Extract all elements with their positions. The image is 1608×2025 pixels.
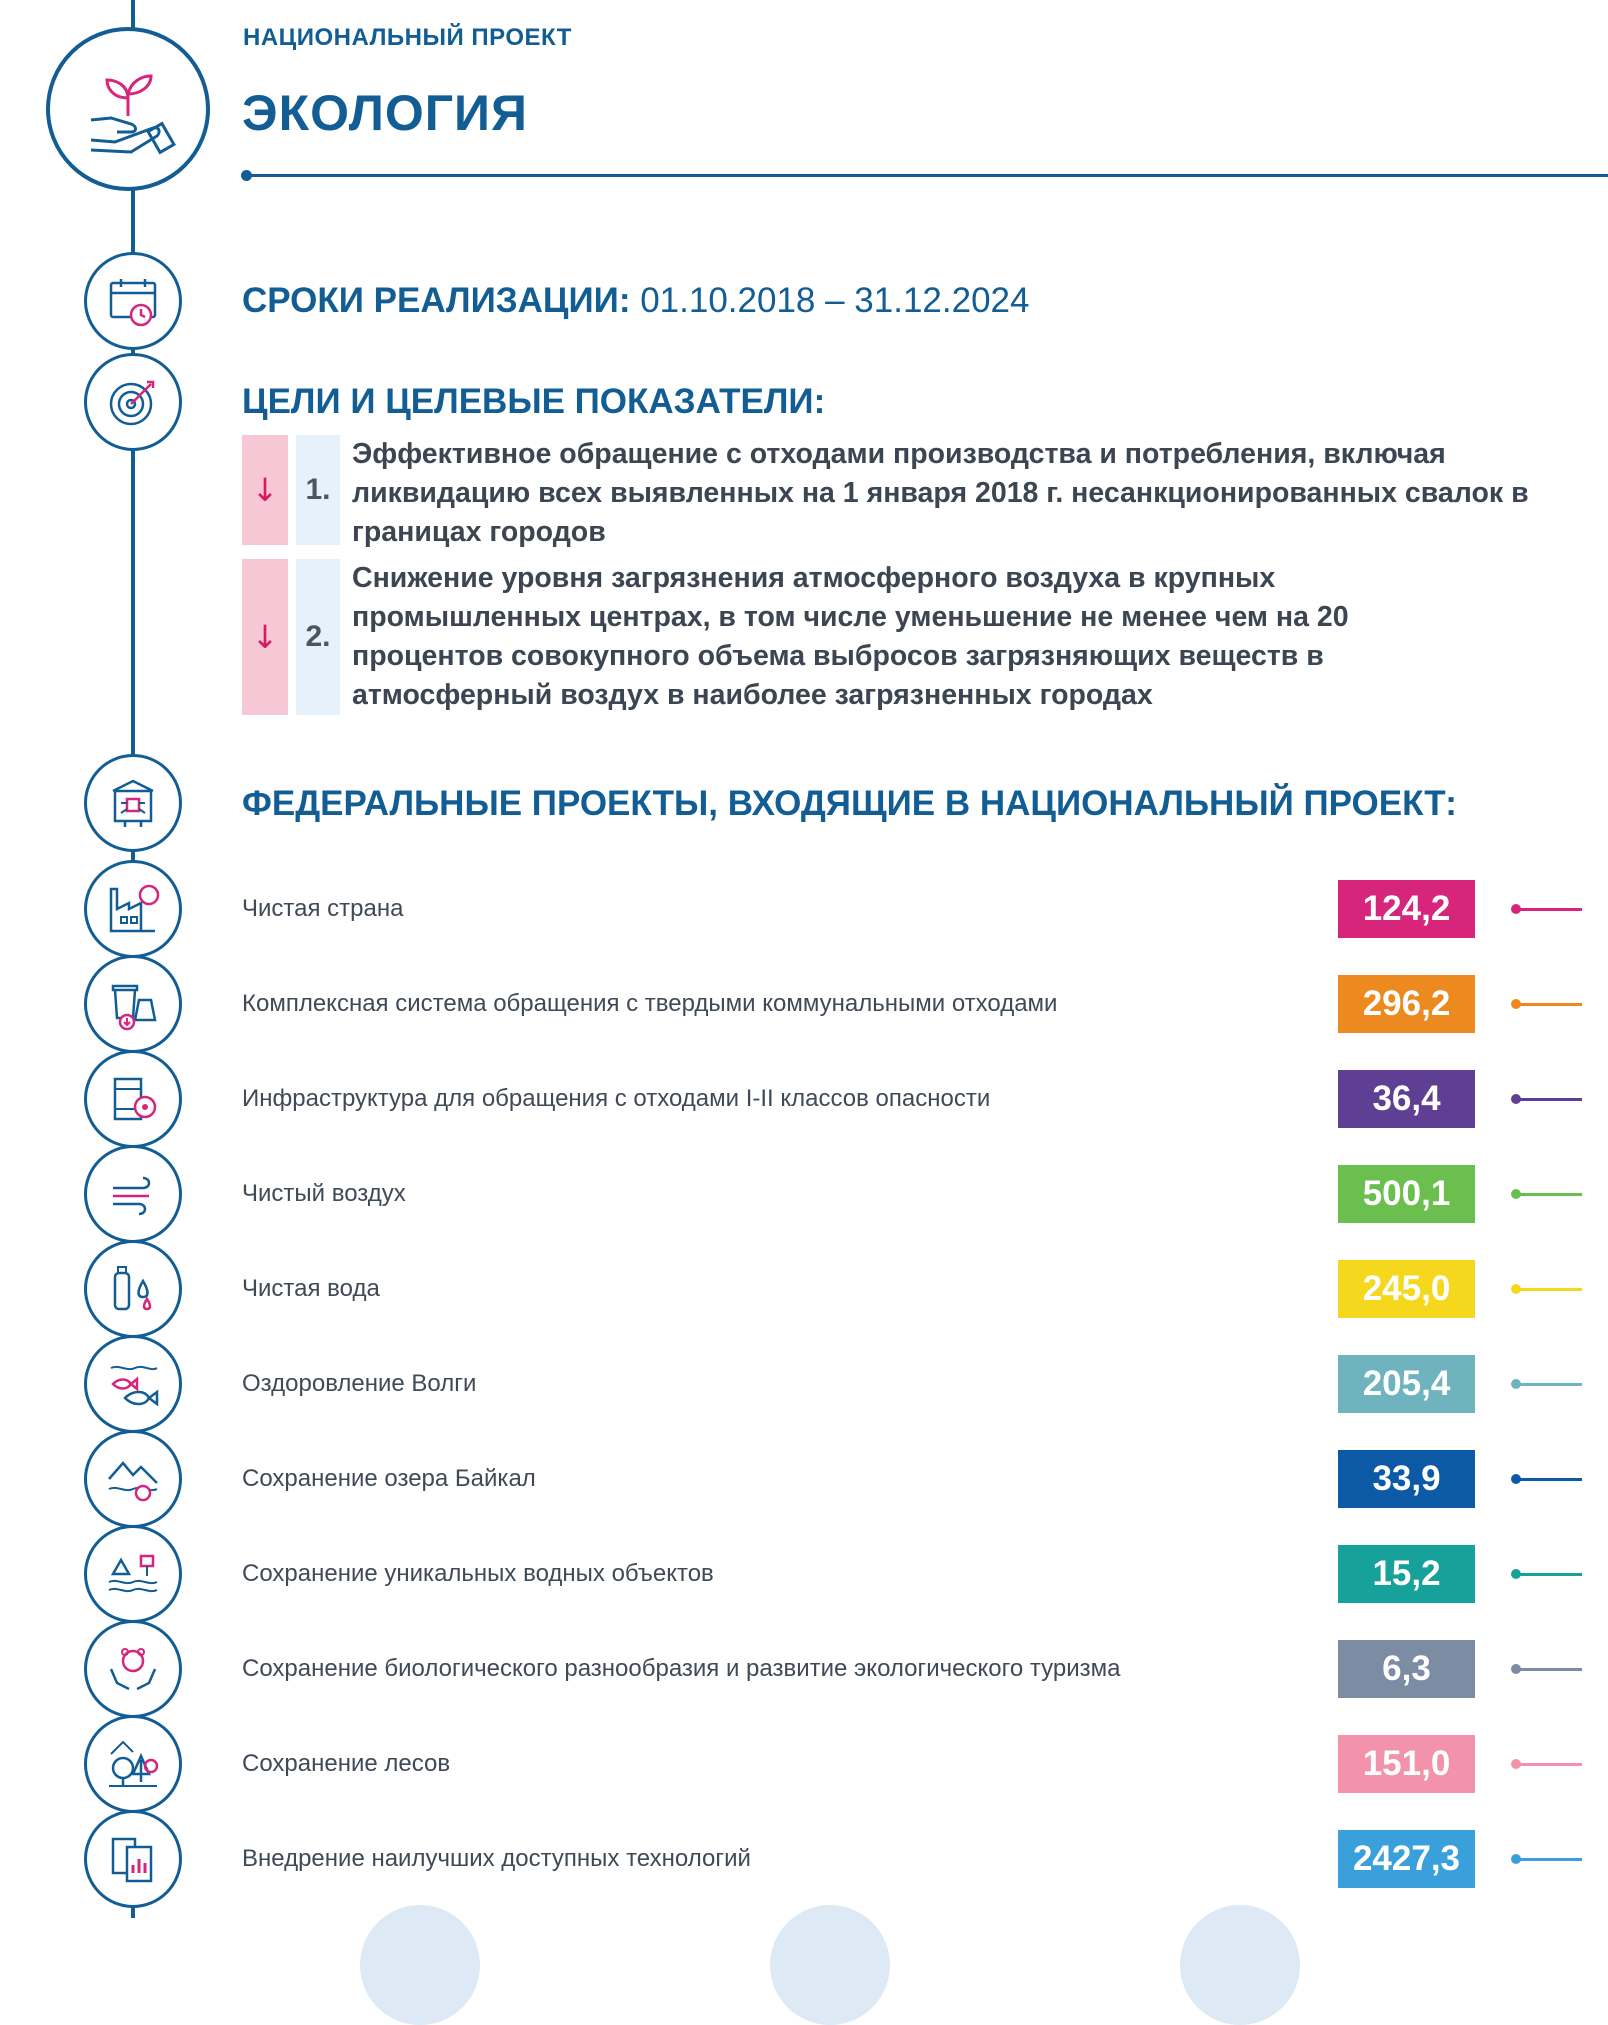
calendar-icon (84, 252, 182, 350)
connector-line (1515, 1858, 1582, 1861)
project-name: Внедрение наилучших доступных технологий (242, 1845, 751, 1872)
project-budget-badge: 205,4 (1338, 1355, 1475, 1413)
timeline-dates: 01.10.2018 – 31.12.2024 (640, 281, 1030, 320)
decorative-circle (360, 1905, 480, 2025)
project-budget-badge: 6,3 (1338, 1640, 1475, 1698)
connector-line (1515, 1288, 1582, 1291)
project-budget-badge: 36,4 (1338, 1070, 1475, 1128)
connector-line (1515, 1098, 1582, 1101)
project-budget-badge: 151,0 (1338, 1735, 1475, 1793)
fish-icon (84, 1335, 182, 1433)
connector-line (1515, 1003, 1582, 1006)
target-icon (84, 353, 182, 451)
connector-line (1515, 1763, 1582, 1766)
project-board-icon (84, 754, 182, 852)
forest-icon (84, 1715, 182, 1813)
header-rule (246, 174, 1608, 177)
connector-line (1515, 908, 1582, 911)
goal-text: Снижение уровня загрязнения атмосферного воздуха в крупных промышленных центрах, в том числе уменьшение не менее чем на 20 процентов совокупного объема выбросов загрязняющих веществ в атмосферный воздух в наиболее загрязненных городах (352, 562, 1349, 711)
animal-hands-icon (84, 1620, 182, 1718)
goals-heading: ЦЕЛИ И ЦЕЛЕВЫЕ ПОКАЗАТЕЛИ: (242, 382, 826, 421)
project-name: Сохранение биологического разнообразия и развитие экологического туризма (242, 1655, 1121, 1682)
down-arrow-icon: ↓ (242, 559, 288, 715)
connector-line (1515, 1383, 1582, 1386)
connector-line (1515, 1193, 1582, 1196)
hazard-barrel-icon (84, 1050, 182, 1148)
project-name: Комплексная система обращения с твердыми коммунальными отходами (242, 990, 1058, 1017)
project-budget-badge: 245,0 (1338, 1260, 1475, 1318)
federal-projects-heading: ФЕДЕРАЛЬНЫЕ ПРОЕКТЫ, ВХОДЯЩИЕ В НАЦИОНАЛЬНЫЙ ПРОЕКТ: (242, 784, 1457, 823)
project-name: Сохранение уникальных водных объектов (242, 1560, 714, 1587)
project-budget-badge: 33,9 (1338, 1450, 1475, 1508)
decorative-circle (770, 1905, 890, 2025)
page-title: ЭКОЛОГИЯ (242, 85, 528, 141)
connector-line (1515, 1478, 1582, 1481)
goal-item-1 (242, 435, 1552, 548)
project-name: Оздоровление Волги (242, 1370, 477, 1397)
goal-text: Эффективное обращение с отходами производства и потребления, включая ликвидацию всех выявленных на 1 января 2018 г. несанкционированных свалок в границах городов (352, 438, 1529, 548)
water-drop-icon (84, 1240, 182, 1338)
timeline-label: СРОКИ РЕАЛИЗАЦИИ: (242, 281, 631, 320)
goal-item-2 (242, 559, 1452, 715)
project-name: Чистая страна (242, 895, 404, 922)
goal-number: 2. (296, 559, 340, 715)
down-arrow-icon: ↓ (242, 435, 288, 545)
project-name: Чистый воздух (242, 1180, 406, 1207)
project-budget-badge: 124,2 (1338, 880, 1475, 938)
project-budget-badge: 500,1 (1338, 1165, 1475, 1223)
trash-bin-icon (84, 955, 182, 1053)
plant-in-hand-icon (46, 27, 210, 191)
project-name: Сохранение лесов (242, 1750, 451, 1777)
national-project-label: НАЦИОНАЛЬНЫЙ ПРОЕКТ (243, 24, 572, 51)
connector-line (1515, 1573, 1582, 1576)
project-name: Инфраструктура для обращения с отходами I-II классов опасности (242, 1085, 991, 1112)
decorative-circle (1180, 1905, 1300, 2025)
timeline-heading (242, 281, 1029, 321)
project-name: Сохранение озера Байкал (242, 1465, 536, 1492)
project-name: Чистая вода (242, 1275, 380, 1302)
wind-icon (84, 1145, 182, 1243)
factory-icon (84, 860, 182, 958)
technology-icon (84, 1810, 182, 1908)
goal-number: 1. (296, 435, 340, 545)
connector-line (1515, 1668, 1582, 1671)
project-budget-badge: 296,2 (1338, 975, 1475, 1033)
project-budget-badge: 2427,3 (1338, 1830, 1475, 1888)
project-budget-badge: 15,2 (1338, 1545, 1475, 1603)
lake-icon (84, 1430, 182, 1528)
water-object-icon (84, 1525, 182, 1623)
